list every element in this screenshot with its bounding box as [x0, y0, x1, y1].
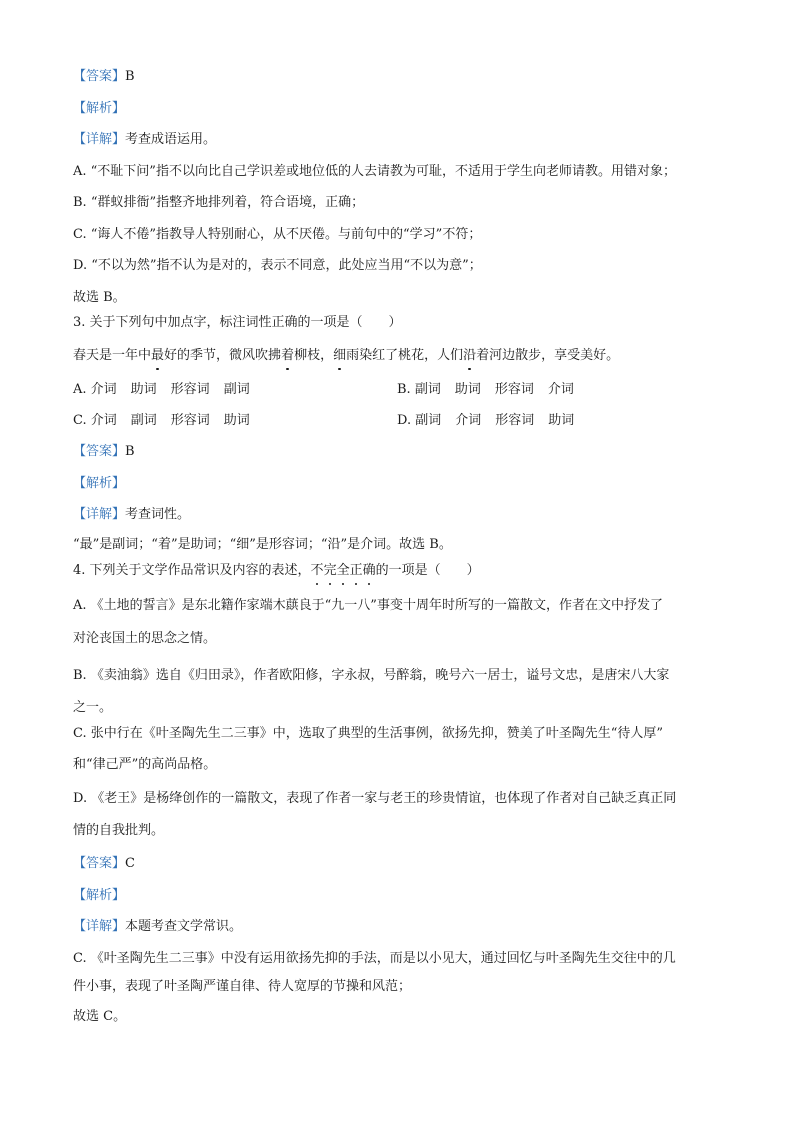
q4-option-c-line1: C. 张中行在《叶圣陶先生二三事》中，选取了典型的生活事例，欲扬先抑，赞美了叶圣陶先生“待人厚” [73, 726, 664, 741]
q2-answer-line [73, 68, 734, 86]
option-word: 形容词 [495, 413, 535, 428]
sentence-part: 好的季节，微风吹拂 [164, 348, 282, 363]
q4-analysis-line [73, 887, 734, 905]
dotted-char: 确 [362, 563, 376, 578]
option-word: 形容词 [494, 382, 534, 397]
dotted-char: 最 [151, 348, 165, 363]
q4-option-b-line1: B. 《卖油翁》选自《归田录》，作者欧阳修，字永叔，号醉翁，晚号六一居士，谥号文忠，是唐宋八大家 [73, 668, 670, 683]
q4-detail-line [73, 918, 734, 936]
option-word: 助词 [548, 413, 575, 428]
option-word: 助词 [130, 382, 157, 397]
analysis-tag: 【解析】 [73, 888, 126, 903]
q3-option-b [397, 381, 588, 399]
q2-analysis-line [73, 100, 734, 118]
option-word: 副词 [223, 382, 250, 397]
option-word: 介词 [455, 413, 482, 428]
option-word: 形容词 [170, 413, 210, 428]
analysis-tag: 【解析】 [73, 101, 126, 116]
q4-option-b-line2: 之一。 [73, 700, 113, 715]
sentence-part: 雨染红了桃花，人们 [346, 348, 464, 363]
detail-text: 考查成语运用。 [125, 132, 217, 147]
sentence-part: 着河边散步，享受美好。 [476, 348, 620, 363]
dotted-char: 完 [323, 563, 337, 578]
q2-option-b-explain: B. “群蚁排衙”指整齐地排列着，符合语境，正确； [73, 195, 365, 210]
q4-option-d-line2: 情的自我批判。 [73, 823, 165, 838]
stem-part: 4. 下列关于文学作品常识及内容的表述， [73, 563, 311, 578]
q3-answer-line [73, 443, 734, 461]
option-word: D. 副词 [397, 413, 442, 428]
option-word: 助词 [454, 382, 481, 397]
dotted-char: 沿 [463, 348, 477, 363]
q2-option-d-explain: D. “不以为然”指不认为是对的，表示不同意，此处应当用“不以为意”； [73, 258, 482, 273]
q4-explain-line1: C. 《叶圣陶先生二三事》中没有运用欲扬先抑的手法，而是以小见大，通过回忆与叶圣陶先生交往中的几 [73, 951, 676, 966]
q2-option-a-explain: A. “不耻下问”指不以向比自己学识差或地位低的人去请教为可耻，不适用于学生向老师请教。用错对象； [73, 164, 676, 179]
q4-option-a-line2: 对沦丧国土的思念之情。 [73, 631, 217, 646]
option-word: C. 介词 [73, 413, 117, 428]
q4-option-d-line1: D. 《老王》是杨绛创作的一篇散文，表现了作者一家与老王的珍贵情谊，也体现了作者对自己缺乏真正同 [73, 791, 677, 806]
dotted-char: 着 [281, 348, 295, 363]
detail-tag: 【详解】 [73, 132, 126, 147]
q4-conclusion: 故选 C。 [73, 1009, 127, 1024]
q3-option-d [397, 412, 588, 430]
answer-value: C [125, 856, 135, 871]
q3-sentence [73, 347, 734, 365]
stem-part: 的一项是（ ） [375, 563, 480, 578]
dotted-char: 细 [333, 348, 347, 363]
option-word: B. 副词 [397, 382, 441, 397]
sentence-part: 柳枝， [294, 348, 334, 363]
option-word: 助词 [223, 413, 250, 428]
detail-tag: 【详解】 [73, 507, 126, 522]
answer-tag: 【答案】 [73, 69, 126, 84]
answer-tag: 【答案】 [73, 444, 126, 459]
answer-value: B [125, 69, 135, 84]
q4-option-a-line1: A. 《土地的誓言》是东北籍作家端木蕻良于“九一八”事变十周年时所写的一篇散文，作者在文中抒发了 [73, 598, 663, 613]
q3-explain: “最”是副词；“着”是助词；“细”是形容词；“沿”是介词。故选 B。 [73, 537, 452, 552]
answer-tag: 【答案】 [73, 856, 126, 871]
q3-detail-line [73, 506, 734, 524]
option-word: 形容词 [170, 382, 210, 397]
detail-text: 本题考查文学常识。 [125, 919, 243, 934]
dotted-char: 全 [336, 563, 350, 578]
option-word: 副词 [130, 413, 157, 428]
q4-option-c-line2: 和“律己严”的高尚品格。 [73, 757, 217, 772]
q2-option-c-explain: C. “诲人不倦”指教导人特别耐心，从不厌倦。与前句中的“学习”不符； [73, 227, 482, 242]
q2-detail-line [73, 131, 734, 149]
option-word: A. 介词 [73, 382, 117, 397]
q3-option-c [73, 412, 264, 430]
q3-stem: 3. 关于下列句中加点字，标注词性正确的一项是（ ） [73, 315, 402, 330]
option-word: 介词 [547, 382, 574, 397]
q4-explain-line2: 件小事，表现了叶圣陶严谨自律、待人宽厚的节操和风范； [73, 979, 412, 994]
q3-analysis-line [73, 475, 734, 493]
analysis-tag: 【解析】 [73, 476, 126, 491]
dotted-char: 不 [310, 563, 324, 578]
q3-option-a [73, 381, 264, 399]
q4-answer-line [73, 855, 734, 873]
dotted-char: 正 [349, 563, 363, 578]
q4-stem [73, 562, 734, 580]
dotted-phrase [311, 563, 376, 578]
detail-text: 考查词性。 [125, 507, 191, 522]
sentence-part: 春天是一年中 [73, 348, 152, 363]
answer-value: B [125, 444, 135, 459]
detail-tag: 【详解】 [73, 919, 126, 934]
q2-conclusion: 故选 B。 [73, 290, 126, 305]
